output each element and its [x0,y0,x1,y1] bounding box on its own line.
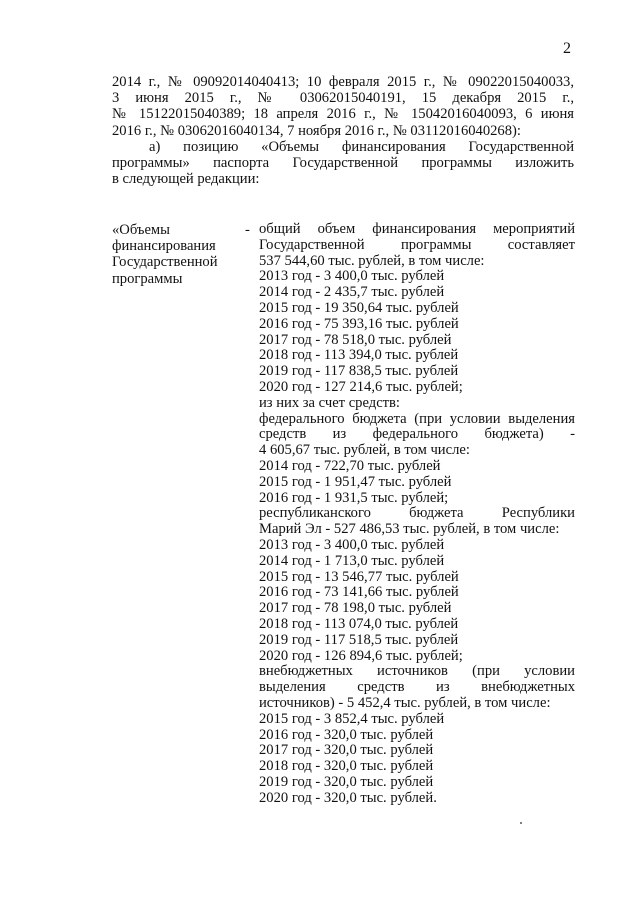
intro-paragraph [112,74,574,187]
detail-line: средств из федерального бюджета) - [259,426,575,443]
position-label-line: программы [112,270,183,287]
scan-speck [520,822,522,824]
position-label-line: «Объемы [112,222,170,238]
detail-line: 2019 год - 117 518,5 тыс. рублей [259,631,459,648]
label-dash: - [245,222,250,238]
detail-line: 2016 год - 1 931,5 тыс. рублей; [259,489,449,506]
detail-line: источников) - 5 452,4 тыс. рублей, в том числе: [259,694,551,711]
detail-line: 2018 год - 113 074,0 тыс. рублей [259,615,459,632]
intro-line: в следующей редакции: [112,171,260,188]
detail-line: 2019 год - 320,0 тыс. рублей [259,773,434,790]
intro-line: программы» паспорта Государственной программы изложить [112,154,574,171]
detail-line: республиканского бюджета Республики [259,505,575,522]
detail-line: 2016 год - 73 141,66 тыс. рублей [259,584,459,601]
position-label-line: Государственной [112,254,218,271]
intro-line: 3 июня 2015 г., № 03062015040191, 15 декабря 2015 г., [112,90,574,107]
detail-line: федерального бюджета (при условии выделения [259,410,575,427]
detail-line: 2018 год - 113 394,0 тыс. рублей [259,347,459,364]
detail-line: Государственной программы составляет [259,236,575,253]
detail-line: 2020 год - 320,0 тыс. рублей. [259,789,437,806]
detail-line: 2016 год - 320,0 тыс. рублей [259,726,434,743]
detail-line: 4 605,67 тыс. рублей, в том числе: [259,442,470,459]
position-label [112,222,242,287]
intro-line: а) позицию «Объемы финансирования Государственной [149,138,574,155]
detail-line: 2014 год - 2 435,7 тыс. рублей [259,284,445,301]
detail-line: Марий Эл - 527 486,53 тыс. рублей, в том числе: [259,521,560,538]
detail-line: 2014 год - 722,70 тыс. рублей [259,457,441,474]
detail-line: 2017 год - 78 198,0 тыс. рублей [259,600,452,617]
detail-line: 2017 год - 78 518,0 тыс. рублей [259,331,452,348]
position-label-line: финансирования [112,238,216,255]
detail-line: 2015 год - 1 951,47 тыс. рублей [259,473,452,490]
detail-line: 2020 год - 126 894,6 тыс. рублей; [259,647,463,664]
detail-line: 2013 год - 3 400,0 тыс. рублей [259,268,445,285]
detail-line: 2013 год - 3 400,0 тыс. рублей [259,536,445,553]
detail-line: 2019 год - 117 838,5 тыс. рублей [259,363,459,380]
intro-line: 2016 г., № 03062016040134, 7 ноября 2016 г., № 03112016040268): [112,122,521,139]
detail-line: выделения средств из внебюджетных [259,679,575,696]
detail-line: 2015 год - 13 546,77 тыс. рублей [259,568,459,585]
detail-line: 2020 год - 127 214,6 тыс. рублей; [259,378,463,395]
detail-line: 2014 год - 1 713,0 тыс. рублей [259,552,445,569]
intro-line: 2014 г., № 09092014040413; 10 февраля 2015 г., № 09022015040033, [112,74,574,90]
detail-line: 2015 год - 19 350,64 тыс. рублей [259,299,459,316]
detail-line: 2016 год - 75 393,16 тыс. рублей [259,315,459,332]
detail-line: внебюджетных источников (при условии [259,663,575,680]
financing-details [259,222,575,806]
page-number: 2 [563,40,571,57]
detail-line: 2017 год - 320,0 тыс. рублей [259,742,434,759]
intro-line: № 15122015040389; 18 апреля 2016 г., № 15042016040093, 6 июня [112,106,574,123]
detail-line: 2018 год - 320,0 тыс. рублей [259,758,434,775]
detail-line: 537 544,60 тыс. рублей, в том числе: [259,252,485,269]
detail-line: 2015 год - 3 852,4 тыс. рублей [259,710,445,727]
detail-line: из них за счет средств: [259,394,400,411]
detail-line: общий объем финансирования мероприятий [259,221,575,237]
